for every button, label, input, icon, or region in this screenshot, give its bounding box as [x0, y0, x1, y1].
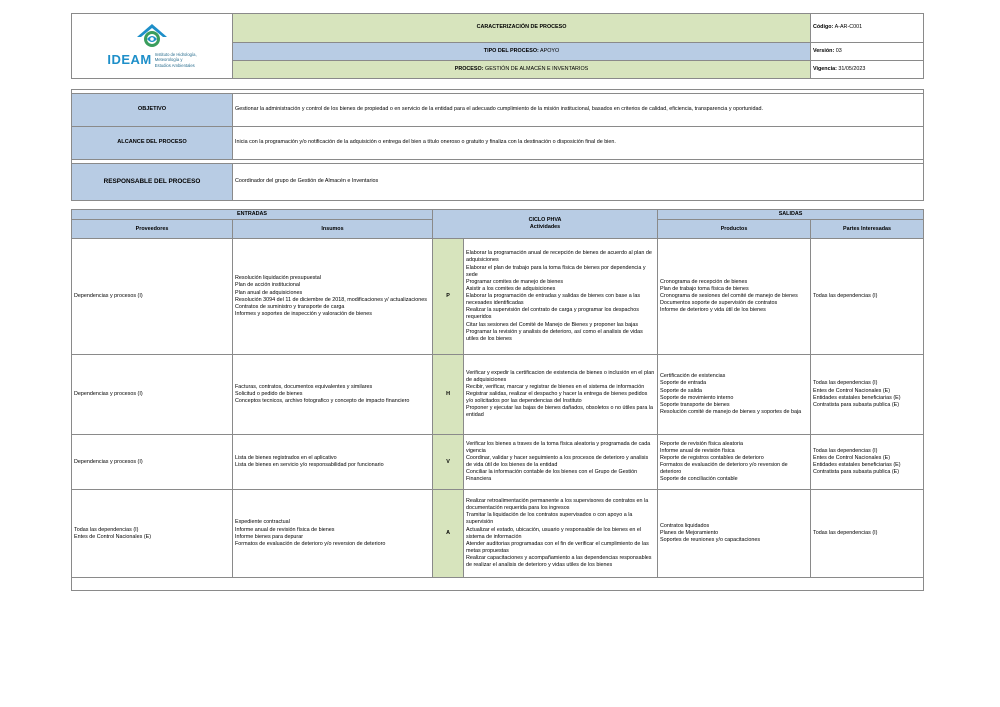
proveedores-cell: Dependencias y procesos (I) — [72, 435, 233, 490]
proveedores-cell: Todas las dependencias (I) Entes de Control Nacionales (E) — [72, 490, 233, 578]
table-row — [72, 355, 924, 435]
actividades-cell: Realizar retroalimentación permanente a los supervisores de contratos en la documentación requerida para los ingresos Tramitar la liquidación de los contratos supervisados o con apoyo a la supervisión Actualizar el estado, ubicación, usuario y responsable de los bienes en el sistema de información Atender auditorias programadas con el fin de verificar el cumplimiento de las metas propuestas Realizar capacitaciones y acompañamiento a las dependencias responsables de realizar el analisis de deterioro y vidas utiles de los bienes — [464, 490, 658, 578]
process-table — [71, 209, 924, 591]
objetivo-label: OBJETIVO — [72, 94, 233, 127]
productos-cell: Certificación de existencias Soporte de entrada Soporte de salida Soporte de movimiento interno Soporte transporte de bienes Resolución comité de manejo de bienes y soportes de baja — [658, 355, 811, 435]
insumos-cell: Facturas, contratos, documentos equivalentes y similares Solicitud o pedido de bienes Conceptos tecnicos, archivo fotografico y concepto de impacto financiero — [233, 355, 433, 435]
alcance-label: ALCANCE DEL PROCESO — [72, 127, 233, 160]
objetivo-text: Gestionar la administración y control de los bienes de propiedad o en servicio de la entidad para el adecuado cumplimiento de la misión institucional, basados en criterios de calidad, eficiencia, transparencia y oportunidad. — [233, 94, 924, 127]
ideam-logo-icon — [135, 23, 169, 49]
productos-header: Productos — [658, 220, 811, 239]
responsable-text: Coordinador del grupo de Gestión de Almacén e Inventarios — [233, 164, 924, 201]
partes-cell: Todas las dependencias (I) Entes de Control Nacionales (E) Entidades estatales beneficiarias (E) Contratista para subasta publica (E) — [811, 435, 924, 490]
table-row — [72, 490, 924, 578]
objetivo-table — [71, 89, 924, 201]
phva-letter: P — [433, 239, 464, 355]
phva-letter: V — [433, 435, 464, 490]
partes-cell: Todas las dependencias (I) — [811, 490, 924, 578]
entradas-header: ENTRADAS — [72, 210, 433, 220]
logo-subtitle: Instituto de Hidrología, Meteorología y Estudios Ambientales — [154, 52, 197, 68]
phva-letter: H — [433, 355, 464, 435]
phva-letter: A — [433, 490, 464, 578]
insumos-cell: Lista de bienes registrados en el aplicativo Lista de bienes en servicio y/o responsabilidad por funcionario — [233, 435, 433, 490]
table-footer-row — [72, 578, 924, 591]
codigo-cell: Código: A-AR-C001 — [811, 14, 924, 43]
proceso-name: PROCESO: GESTIÓN DE ALMACÉN E INVENTARIOS — [233, 61, 811, 79]
proveedores-cell: Dependencias y procesos (I) — [72, 355, 233, 435]
caracterizacion-title: CARACTERIZACIÓN DE PROCESO — [233, 14, 811, 43]
productos-cell: Reporte de revisión física aleatoria Informe anual de revisión física Reporte de registros contables de deterioro Formatos de evaluación de deterioro y/o reversion de deterioro Soporte de conciliación contable — [658, 435, 811, 490]
responsable-label: RESPONSABLE DEL PROCESO — [72, 164, 233, 201]
proveedores-cell: Dependencias y procesos (I) — [72, 239, 233, 355]
actividades-cell: Verificar y expedir la certificacion de existencia de bienes o inclusión en el plan de adquisiciones Recibir, verificar, marcar y registrar de bienes en el sistema de información Registrar salidas, realizar el despacho y hacer la entrega de bienes pedidos y/o solicitados por las dependencias del Instituto Proponer y ejecutar las bajas de bienes dañados, obsoletos o no útiles para la entidad — [464, 355, 658, 435]
logo-wordmark: IDEAM — [107, 52, 152, 68]
version-cell: Versión: 03 — [811, 43, 924, 61]
insumos-header: Insumos — [233, 220, 433, 239]
productos-cell: Cronograma de recepción de bienes Plan de trabajo toma física de bienes Cronograma de sesiones del comité de manejo de bienes Documentos soporte de supervisión de contratos Informe de deterioro y vida útil de los bienes — [658, 239, 811, 355]
insumos-cell: Resolución liquidación presupuestal Plan de acción institucional Plan anual de adquisiciones Resolución 3094 del 11 de diciembre de 2018, modificaciones y/ actualizaciones Contratos de suministro y transporte de carga Informes y soportes de inspección y valoración de bienes — [233, 239, 433, 355]
partes-header: Partes Interesadas — [811, 220, 924, 239]
proveedores-header: Proveedores — [72, 220, 233, 239]
tipo-proceso: TIPO DEL PROCESO: APOYO — [233, 43, 811, 61]
header-table — [71, 13, 924, 79]
process-sheet — [71, 13, 923, 591]
actividades-cell: Elaborar la programación anual de recepción de bienes de acuerdo al plan de adquisiciones Elaborar el plan de trabajo para la toma física de bienes por dependencia y sede Programar comites de manejo de bienes Asistir a los comites de adquisiciones Elaborar la programación de entradas y salidas de bienes con base a las necesades identificadas Realizar la supervisión del contrato de carga y programar los despachos requeridos Citar las sesiones del Comité de Manejo de Bienes y proponer las bajas Programar la revisión y analisis de deterioro, así como el analisis de vidas utiles de los bienes — [464, 239, 658, 355]
ciclo-header: CICLO PHVA Actividades — [433, 210, 658, 239]
alcance-text: Inicia con la programación y/o notificación de la adquisición o entrega del bien a título oneroso o gratuito y finaliza con la destinación o disposición final de bien. — [233, 127, 924, 160]
table-row — [72, 239, 924, 355]
insumos-cell: Expediente contractual Informe anual de revisión física de bienes Informe bienes para depurar Formatos de evaluación de deterioro y/o reversion de deterioro — [233, 490, 433, 578]
table-row — [72, 435, 924, 490]
logo-cell — [72, 14, 233, 79]
vigencia-cell: Vigencia: 31/05/2023 — [811, 61, 924, 79]
actividades-cell: Verificar los bienes a traves de la toma física aleatoria y programada de cada vigencia Coordinar, validar y hacer seguimiento a los procesos de deterioro y analisis de vida útil de los bienes de la entidad Conciliar la información contable de los bienes con el Grupo de Gestión Financiera — [464, 435, 658, 490]
salidas-header: SALIDAS — [658, 210, 924, 220]
productos-cell: Contratos liquidados Planes de Mejoramiento Soportes de reuniones y/o capacitaciones — [658, 490, 811, 578]
partes-cell: Todas las dependencias (I) — [811, 239, 924, 355]
partes-cell: Todas las dependencias (I) Entes de Control Nacionales (E) Entidades estatales beneficiarias (E) Contratista para subasta publica (E) — [811, 355, 924, 435]
